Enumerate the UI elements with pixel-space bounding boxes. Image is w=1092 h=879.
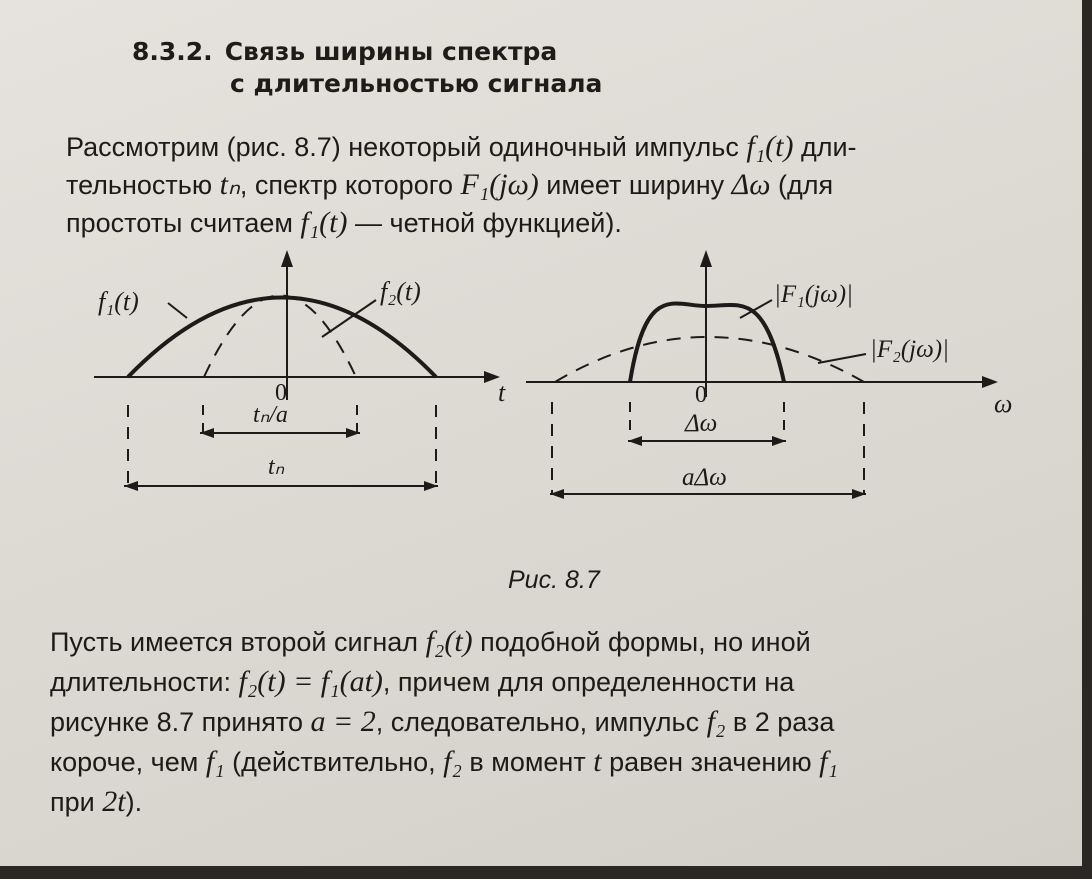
text-run: простоты считаем [66, 208, 301, 238]
figure-caption: Рис. 8.7 [508, 566, 600, 594]
text-run: Рассмотрим (рис. 8.7) некоторый одиночный импульс [66, 132, 747, 162]
omega-axis-label: ω [994, 389, 1013, 418]
text-run: равен значению [601, 747, 820, 777]
math-run: f₁(t) [746, 130, 794, 163]
F1-label: |F₁(jω)| [774, 281, 853, 308]
paragraph-line [50, 782, 1050, 822]
F2-label: |F₂(jω)| [870, 336, 949, 363]
delta-omega-label: Δω [685, 410, 718, 437]
text-run: в 2 раза [725, 707, 835, 737]
text-run: , причем для определенности на [382, 667, 795, 697]
section-title-line1: Связь ширины спектра [224, 37, 558, 66]
text-run: в момент [461, 747, 594, 777]
right-vertical-axis-arrow [700, 250, 712, 267]
half-duration-label: tₙ/a [253, 402, 288, 428]
paragraph-2 [50, 622, 1050, 822]
math-run: a = 2 [310, 705, 376, 738]
text-run: (действительно, [224, 747, 444, 777]
paragraph-line [50, 742, 1050, 782]
math-run: f₂(t) = f₁(at) [238, 665, 383, 698]
text-run: (для [770, 170, 834, 200]
duration-label: tₙ [268, 454, 285, 480]
F2-spectrum-curve [555, 337, 864, 382]
f1-curve [128, 298, 436, 378]
section-title-line2: с длительностью сигнала [230, 69, 603, 98]
F2-leader [818, 354, 866, 363]
omega-axis-arrow [982, 376, 998, 388]
text-run: , следовательно, импульс [375, 707, 707, 737]
math-run: F₁(jω) [460, 168, 539, 201]
text-run: дли- [793, 132, 857, 162]
text-run: подобной формы, но иной [472, 627, 811, 657]
text-run: длительности: [50, 667, 239, 697]
t-axis-label: t [498, 378, 506, 407]
f1-leader [168, 303, 187, 318]
text-run: рисунке 8.7 принято [50, 707, 311, 737]
text-run: , спектр которого [239, 170, 461, 200]
math-run: 2t [102, 785, 126, 818]
paragraph-line [50, 622, 1050, 662]
left-vertical-axis-arrow [281, 250, 293, 267]
text-run: — четной функцией). [347, 208, 622, 238]
paragraph-line [50, 702, 1050, 742]
math-run: f₂ [706, 705, 726, 738]
text-run: тельностью [66, 170, 220, 200]
right-origin-label: 0 [695, 382, 707, 408]
left-origin-label: 0 [275, 380, 287, 406]
text-run: Пусть имеется второй сигнал [50, 627, 426, 657]
math-run: f₁(t) [300, 206, 348, 239]
section-number: 8.3.2. [132, 37, 213, 66]
text-run: короче, чем [50, 747, 206, 777]
math-run: t [593, 745, 602, 778]
math-run: f₂(t) [425, 625, 473, 658]
math-run: Δω [731, 168, 771, 201]
a-delta-omega-label: aΔω [682, 464, 727, 491]
text-run: имеет ширину [538, 170, 732, 200]
math-run: tₙ [219, 168, 240, 201]
f2-label: f₂(t) [380, 277, 421, 306]
math-run: f₂ [443, 745, 462, 778]
paragraph-line [50, 662, 1050, 702]
text-run: ). [125, 787, 143, 817]
text-run: при [50, 787, 103, 817]
math-run: f₁ [205, 745, 225, 778]
math-run: f₁ [819, 745, 838, 778]
f1-label: f₁(t) [98, 287, 139, 316]
